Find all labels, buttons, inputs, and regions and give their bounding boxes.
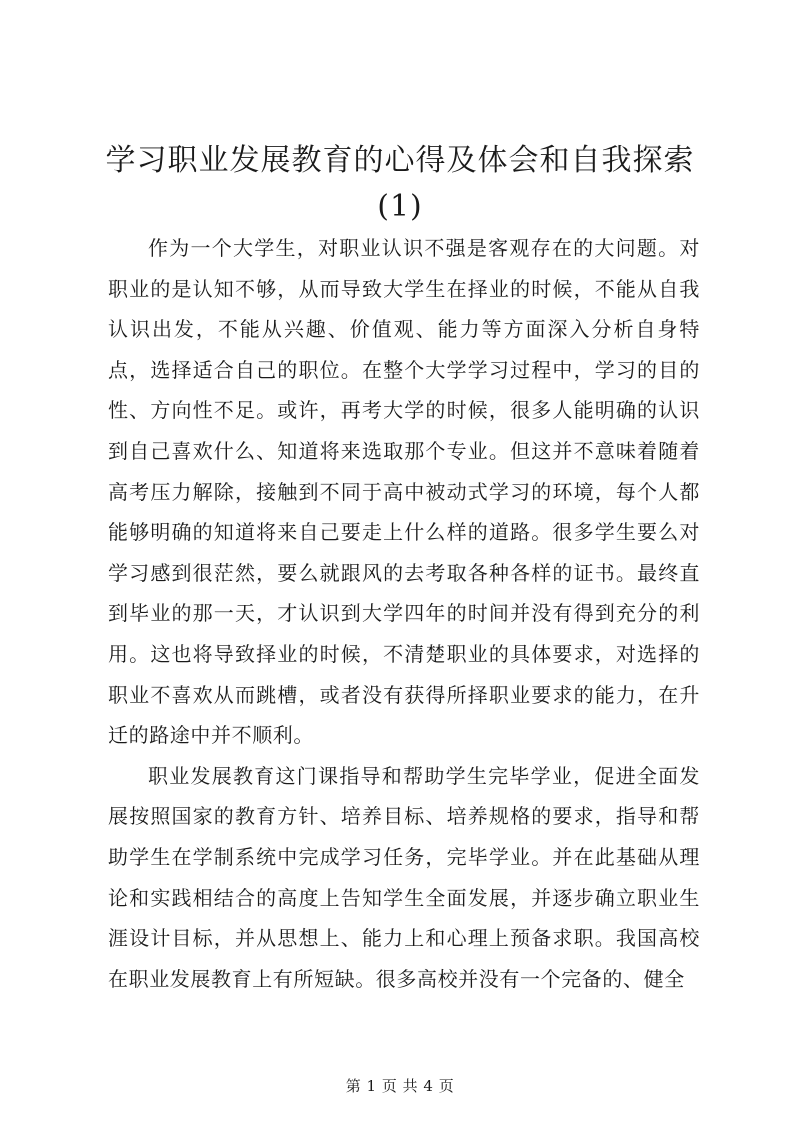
document-body (108, 228, 700, 999)
page-footer: 第 1 页 共 4 页 (345, 1077, 455, 1095)
paragraph-2: 职业发展教育这门课指导和帮助学生完毕学业，促进全面发展按照国家的教育方针、培养目标、培养规格的要求，指导和帮助学生在学制系统中完成学习任务，完毕学业。并在此基础从理论和实践相结合的高度上告知学生全面发展，并逐步确立职业生涯设计目标，并从思想上、能力上和心理上预备求职。我国高校在职业发展教育上有所短缺。很多高校并没有一个完备的、健全 (108, 763, 700, 991)
paragraph-1: 作为一个大学生，对职业认识不强是客观存在的大问题。对职业的是认知不够，从而导致大学生在择业的时候，不能从自我认识出发，不能从兴趣、价值观、能力等方面深入分析自身特点，选择适合自己的职位。在整个大学学习过程中，学习的目的性、方向性不足。或许，再考大学的时候，很多人能明确的认识到自己喜欢什么、知道将来选取那个专业。但这并不意味着随着高考压力解除，接触到不同于高中被动式学习的环境，每个人都能够明确的知道将来自己要走上什么样的道路。很多学生要么对学习感到很茫然，要么就跟风的去考取各种各样的证书。最终直到毕业的那一天，才认识到大学四年的时间并没有得到充分的利用。这也将导致择业的时候，不清楚职业的具体要求，对选择的职业不喜欢从而跳槽，或者没有获得所择职业要求的能力，在升迁的路途中并不顺利。 (108, 236, 700, 748)
document-title: 学习职业发展教育的心得及体会和自我探索(1) (105, 143, 695, 224)
